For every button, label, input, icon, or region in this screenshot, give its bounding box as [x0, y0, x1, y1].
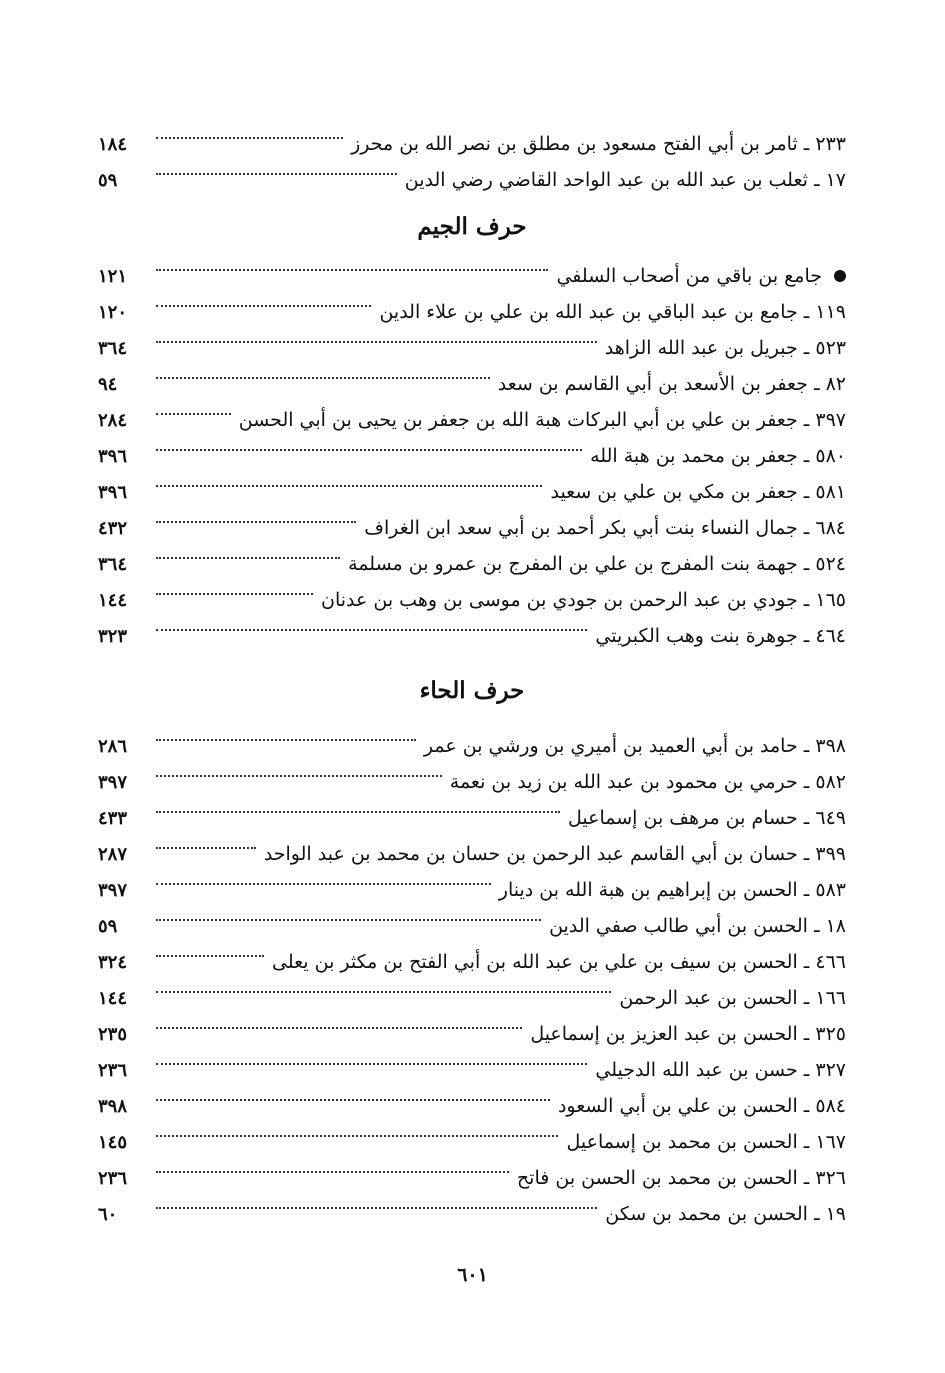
dot-leader — [156, 955, 264, 957]
entry-page-number: ٢٣٦ — [98, 1060, 128, 1081]
entry-page-number: ٣٩٨ — [98, 1096, 128, 1117]
entry-name: ٣٢٧ ـ حسن بن عبد الله الدجيلي — [595, 1059, 846, 1081]
entry-name: ٢٣٣ ـ ثامر بن أبي الفتح مسعود بن مطلق بن نصر الله بن محرز — [351, 133, 846, 155]
index-entry — [98, 908, 846, 944]
entry-name: ٣٢٥ ـ الحسن بن عبد العزيز بن إسماعيل — [530, 1023, 846, 1045]
index-entry — [98, 728, 846, 764]
dot-leader — [156, 1063, 587, 1065]
entry-name: ١٧ ـ ثعلب بن عبد الله بن عبد الواحد القاضي رضي الدين — [404, 169, 846, 191]
entry-page-number: ٢٣٦ — [98, 1168, 128, 1189]
index-entry — [98, 438, 846, 474]
entry-page-number: ٣٦٤ — [98, 554, 128, 575]
dot-leader — [156, 137, 343, 139]
dot-leader — [156, 449, 582, 451]
index-entry — [98, 474, 846, 510]
index-entry — [98, 836, 846, 872]
dot-leader — [156, 991, 611, 993]
dot-leader — [156, 1099, 550, 1101]
index-entry — [98, 402, 846, 438]
entry-page-number: ٣٢٤ — [98, 952, 128, 973]
index-entry — [98, 1124, 846, 1160]
index-entry — [98, 1016, 846, 1052]
entry-name: ٦٨٤ ـ جمال النساء بنت أبي بكر أحمد بن أبي سعد ابن الغراف — [364, 517, 846, 539]
dot-leader — [156, 775, 442, 777]
entry-name: ٥٢٣ ـ جبريل بن عبد الله الزاهد — [604, 337, 846, 359]
entry-page-number: ٤٣٣ — [98, 808, 128, 829]
index-entry — [98, 582, 846, 618]
entry-name: ٣٢٦ ـ الحسن بن محمد بن الحسن بن فاتح — [516, 1167, 846, 1189]
index-entry — [98, 162, 846, 198]
entry-name: ٥٨٢ ـ حرمي بن محمود بن عبد الله بن زيد بن نعمة — [449, 771, 846, 793]
index-entry — [98, 294, 846, 330]
index-entry — [98, 366, 846, 402]
entry-page-number: ١٤٤ — [98, 590, 128, 611]
dot-leader — [156, 1027, 522, 1029]
entry-page-number: ٣٢٣ — [98, 626, 128, 647]
entry-page-number: ٤٣٢ — [98, 518, 128, 539]
dot-leader — [156, 1171, 509, 1173]
entry-page-number: ١٤٤ — [98, 988, 128, 1009]
entry-page-number: ١٢١ — [98, 266, 128, 287]
index-entry — [98, 510, 846, 546]
dot-leader — [156, 521, 356, 523]
dot-leader — [156, 811, 560, 813]
entry-name: ٤٦٦ ـ الحسن بن سيف بن علي بن عبد الله بن أبي الفتح بن مكثر بن يعلى — [272, 951, 846, 973]
entry-page-number: ٥٩ — [98, 170, 118, 191]
entry-name: ١٦٥ ـ جودي بن عبد الرحمن بن جودي بن موسى بن وهب بن عدنان — [321, 589, 846, 611]
dot-leader — [156, 341, 597, 343]
entry-name: ١٨ ـ الحسن بن أبي طالب صفي الدين — [549, 915, 846, 937]
dot-leader — [156, 629, 587, 631]
entry-page-number: ٢٨٦ — [98, 736, 128, 757]
dot-leader — [156, 557, 340, 559]
entry-page-number: ٣٩٦ — [98, 446, 128, 467]
dot-leader — [156, 739, 416, 741]
index-entry — [98, 330, 846, 366]
dot-leader — [156, 269, 548, 271]
entry-name: ٣٩٩ ـ حسان بن أبي القاسم عبد الرحمن بن حسان بن محمد بن عبد الواحد — [263, 843, 846, 865]
entry-page-number: ٣٦٤ — [98, 338, 128, 359]
entry-page-number: ٣٩٦ — [98, 482, 128, 503]
dot-leader — [156, 173, 397, 175]
index-entry — [98, 800, 846, 836]
entry-page-number: ٢٨٧ — [98, 844, 128, 865]
entry-name: ٥٨٠ ـ جعفر بن محمد بن هبة الله — [590, 445, 846, 467]
entry-name: ٥٢٤ ـ جهمة بنت المفرج بن علي بن المفرج بن عمرو بن مسلمة — [348, 553, 846, 575]
index-entry — [98, 980, 846, 1016]
dot-leader — [156, 485, 542, 487]
index-entry — [98, 944, 846, 980]
entry-name: ٨٢ ـ جعفر بن الأسعد بن أبي القاسم بن سعد — [497, 373, 846, 395]
entry-name: ١١٩ ـ جامع بن عبد الباقي بن عبد الله بن علي بن علاء الدين — [379, 301, 846, 323]
dot-leader — [156, 593, 313, 595]
entry-page-number: ١٢٠ — [98, 302, 128, 323]
entry-name: ٥٨٤ ـ الحسن بن علي بن أبي السعود — [557, 1095, 846, 1117]
index-entry — [98, 764, 846, 800]
dot-leader — [156, 919, 541, 921]
dot-leader — [156, 1135, 558, 1137]
entry-page-number: ٢٣٥ — [98, 1024, 128, 1045]
entry-name: ٦٤٩ ـ حسام بن مرهف بن إسماعيل — [568, 807, 846, 829]
entry-name: ٤٦٤ ـ جوهرة بنت وهب الكبريتي — [595, 625, 846, 647]
entry-name: ١٩ ـ الحسن بن محمد بن سكن — [605, 1203, 846, 1225]
entry-page-number: ١٤٥ — [98, 1132, 128, 1153]
dot-leader — [156, 1207, 597, 1209]
index-entry — [98, 1160, 846, 1196]
entry-name: ١٦٦ ـ الحسن بن عبد الرحمن — [619, 987, 846, 1009]
entry-page-number: ٣٩٧ — [98, 880, 128, 901]
dot-leader — [156, 305, 371, 307]
index-entry — [98, 1088, 846, 1124]
index-column — [98, 126, 846, 1232]
index-entry — [98, 618, 846, 654]
index-entry — [98, 126, 846, 162]
entry-name: ٥٨٣ ـ الحسن بن إبراهيم بن هبة الله بن دينار — [498, 879, 846, 901]
entry-page-number: ٥٩ — [98, 916, 118, 937]
entry-page-number: ٩٤ — [98, 374, 118, 395]
entry-name: ٥٨١ ـ جعفر بن مكي بن علي بن سعيد — [550, 481, 846, 503]
entry-name: ١٦٧ ـ الحسن بن محمد بن إسماعيل — [566, 1131, 846, 1153]
bullet-icon — [834, 270, 846, 282]
dot-leader — [156, 413, 231, 415]
index-entry — [98, 1196, 846, 1232]
dot-leader — [156, 847, 256, 849]
section-heading: حرف الجيم — [417, 213, 527, 240]
entry-name: ٣٩٨ ـ حامد بن أبي العميد بن أميري بن ورشي بن عمر — [423, 735, 846, 757]
index-entry — [98, 872, 846, 908]
section-heading: حرف الحاء — [419, 677, 525, 704]
entry-page-number: ٣٩٧ — [98, 772, 128, 793]
entry-page-number: ٢٨٤ — [98, 410, 128, 431]
entry-page-number: ٦٠ — [98, 1204, 118, 1225]
index-entry — [98, 258, 846, 294]
entry-page-number: ١٨٤ — [98, 134, 128, 155]
index-entry — [98, 1052, 846, 1088]
index-entry — [98, 546, 846, 582]
dot-leader — [156, 377, 490, 379]
entry-name: جامع بن باقي من أصحاب السلفي — [556, 265, 822, 287]
entry-name: ٣٩٧ ـ جعفر بن علي بن أبي البركات هبة الله بن جعفر بن يحيى بن أبي الحسن — [238, 409, 846, 431]
dot-leader — [156, 883, 491, 885]
page-number: ٦٠١ — [457, 1264, 488, 1286]
